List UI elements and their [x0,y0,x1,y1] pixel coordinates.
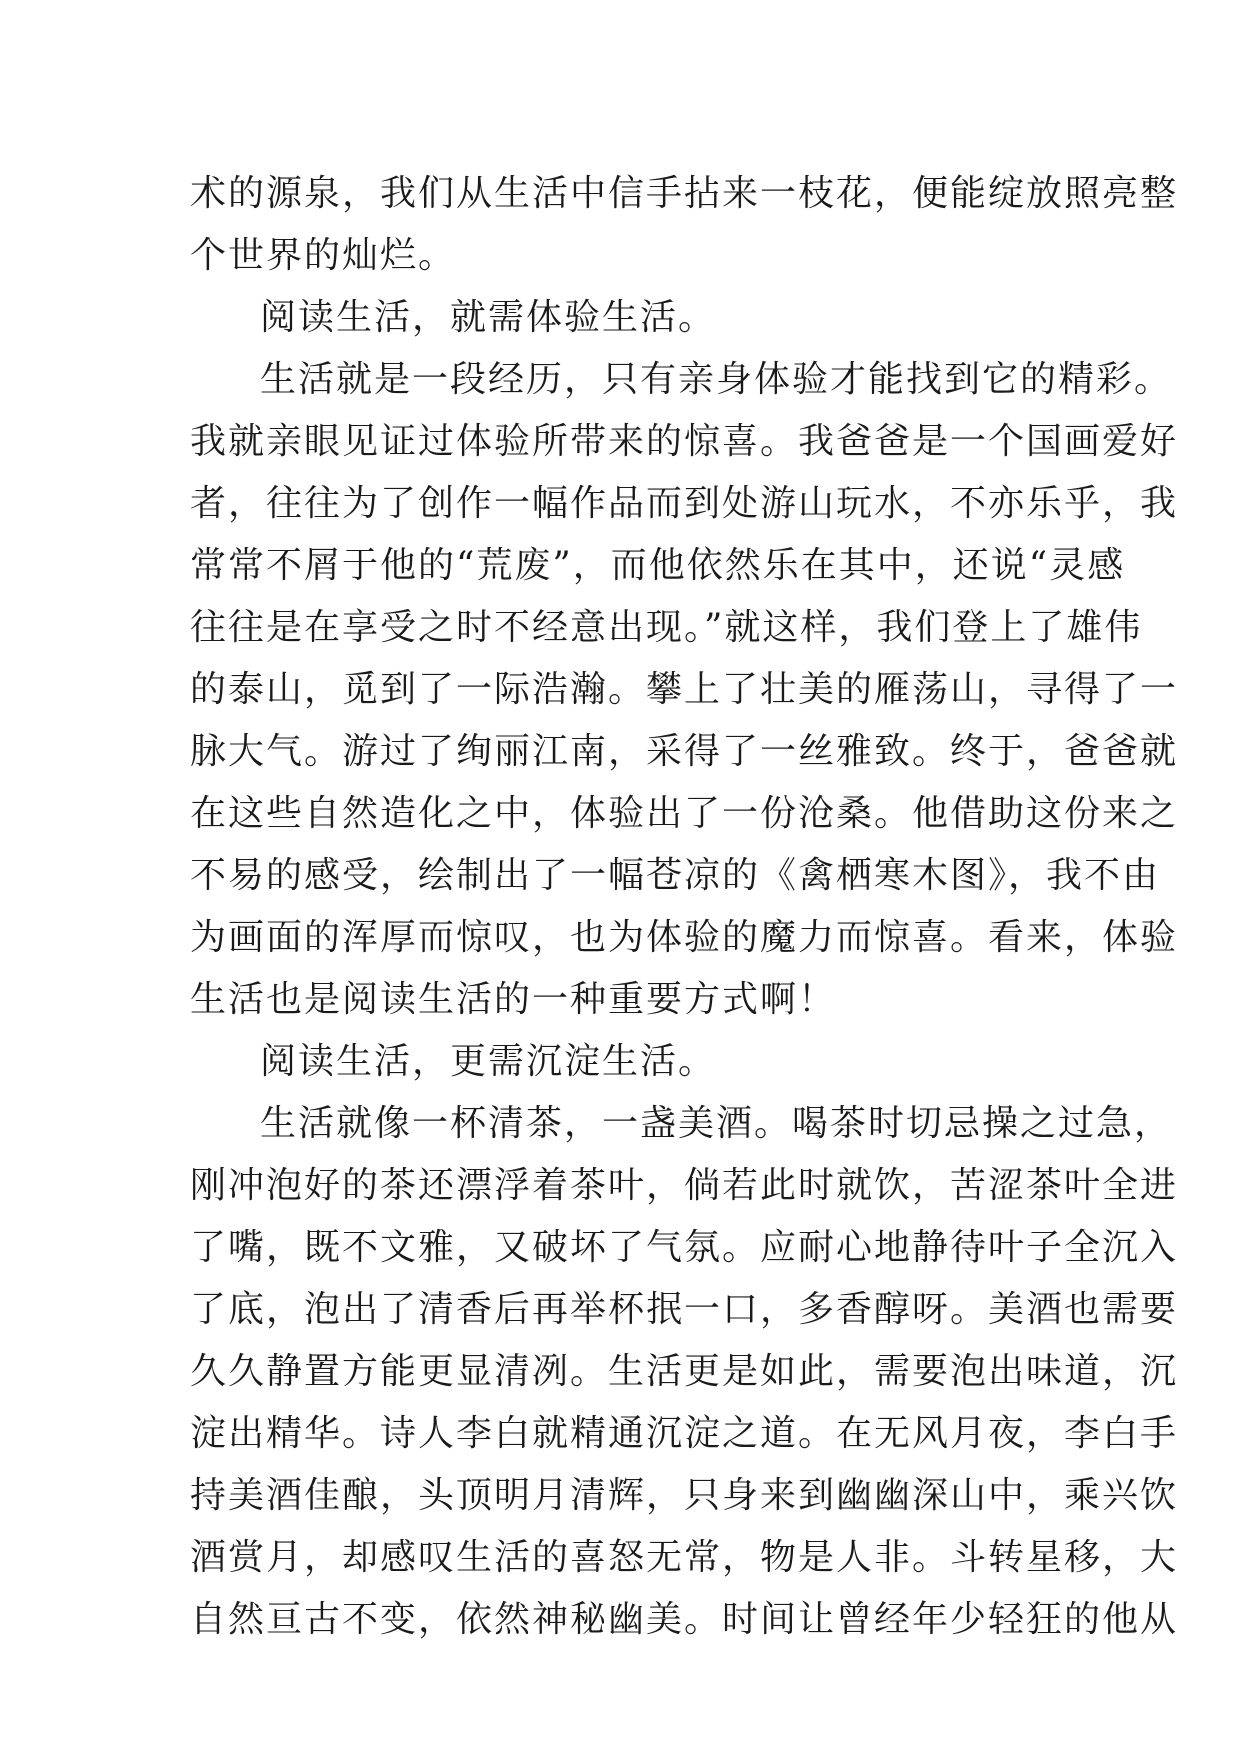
text-line: 了底，泡出了清香后再举杯抿一口，多香醇呀。美酒也需要 [190,1289,1179,1330]
text-line: 生活也是阅读生活的一种重要方式啊！ [190,979,837,1020]
text-line: 持美酒佳酿，头顶明月清辉，只身来到幽幽深山中，乘兴饮 [190,1475,1179,1516]
text-line: 往往是在享受之时不经意出现。”就这样，我们登上了雄伟 [190,607,1143,648]
text-line: 生活就像一杯清茶，一盏美酒。喝茶时切忌操之过急， [260,1103,1173,1144]
text-line: 的泰山，觅到了一际浩瀚。攀上了壮美的雁荡山，寻得了一 [190,669,1179,710]
text-line: 淀出精华。诗人李白就精通沉淀之道。在无风月夜，李白手 [190,1413,1179,1454]
text-line: 刚冲泡好的茶还漂浮着茶叶，倘若此时就饮，苦涩茶叶全进 [190,1165,1179,1206]
text-line: 脉大气。游过了绚丽江南，采得了一丝雅致。终于，爸爸就 [190,731,1179,772]
text-line: 术的源泉，我们从生活中信手拈来一枝花，便能绽放照亮整 [190,173,1179,214]
text-line: 为画面的浑厚而惊叹，也为体验的魔力而惊喜。看来，体验 [190,917,1179,958]
section-lead-line: 阅读生活，更需沉淀生活。 [260,1041,717,1082]
essay-body [190,163,1179,1651]
text-line: 我就亲眼见证过体验所带来的惊喜。我爸爸是一个国画爱好 [190,421,1179,462]
text-line: 酒赏月，却感叹生活的喜怒无常，物是人非。斗转星移，大 [190,1537,1179,1578]
text-line: 了嘴，既不文雅，又破坏了气氛。应耐心地静待叶子全沉入 [190,1227,1179,1268]
text-line: 常常不屑于他的“荒废”，而他依然乐在其中，还说“灵感 [190,545,1126,586]
text-line: 不易的感受，绘制出了一幅苍凉的《禽栖寒木图》，我不由 [190,855,1161,896]
text-line: 者，往往为了创作一幅作品而到处游山玩水，不亦乐乎，我 [190,483,1179,524]
section-lead-line: 阅读生活，就需体验生活。 [260,297,717,338]
text-line: 久久静置方能更显清冽。生活更是如此，需要泡出味道，沉 [190,1351,1179,1392]
text-line: 个世界的灿烂。 [190,235,457,276]
text-line: 在这些自然造化之中，体验出了一份沧桑。他借助这份来之 [190,793,1179,834]
text-line: 自然亘古不变，依然神秘幽美。时间让曾经年少轻狂的他从 [190,1599,1179,1640]
text-line: 生活就是一段经历，只有亲身体验才能找到它的精彩。 [260,359,1173,400]
